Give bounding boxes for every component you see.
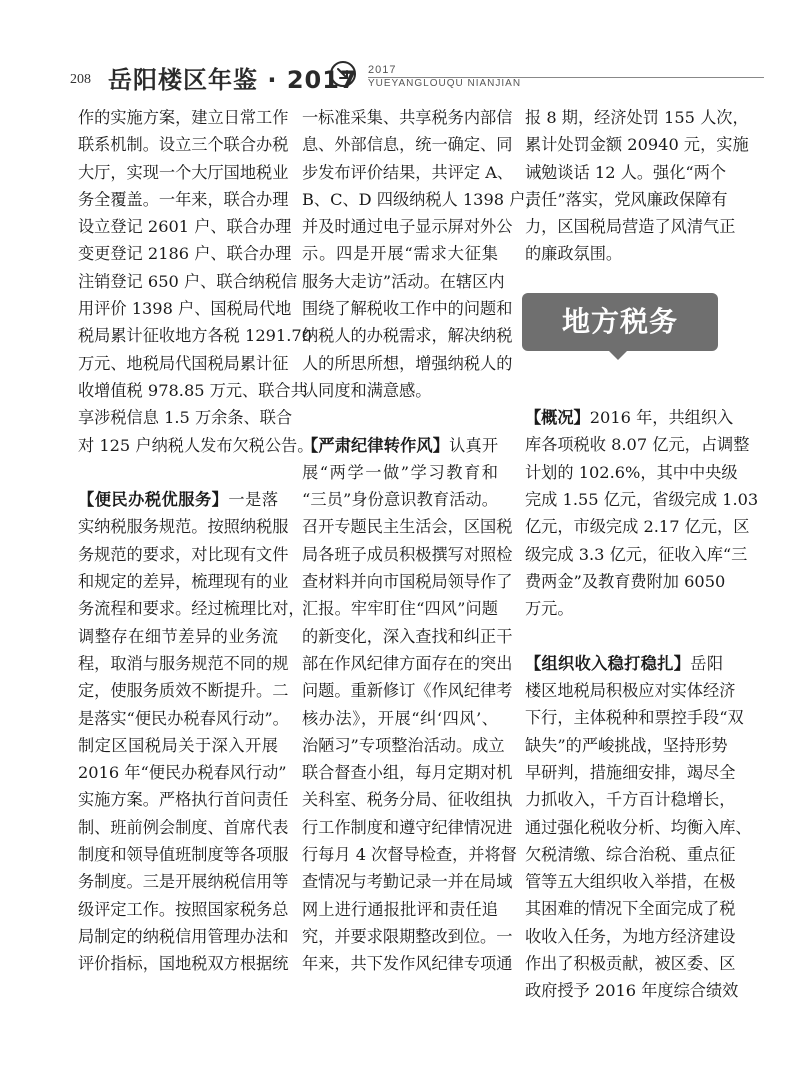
text-line: 息、外部信息，统一确定、同: [302, 135, 513, 155]
text-line: 费两金”及教育费附加 6050: [525, 571, 726, 591]
text-line: 注销登记 650 户、联合纳税信: [78, 271, 298, 291]
section-banner-local-tax: [522, 293, 718, 357]
text-line: 制度和领导值班制度等各项服: [78, 845, 289, 865]
text-line: 诫勉谈话 12 人。强化“两个: [525, 162, 727, 182]
page-number: 208: [70, 72, 91, 87]
banner-pointer: [608, 350, 628, 360]
text-line: 步发布评价结果，共评定 A、: [302, 162, 514, 182]
text-line: 服务大走访”活动。在辖区内: [302, 271, 505, 291]
text-line: 示。四是开展“需求大征集: [302, 244, 498, 264]
text-line: 收增值税 978.85 万元、联合共: [78, 380, 307, 400]
section-heading-line: [302, 432, 498, 459]
section-title-convenience: 【便民办税优服务】: [78, 490, 229, 510]
text-line: 局各班子成员积极撰写对照检: [302, 544, 513, 564]
text-line: 围绕了解税收工作中的问题和: [302, 299, 513, 319]
text-line: 治陋习”专项整治活动。成立: [302, 735, 505, 755]
text-line: 召开专题民主生活会，区国税: [302, 517, 513, 537]
text-line: 管等五大组织收入举措，在极: [525, 872, 736, 892]
text-line: 和规定的差异，梳理现有的业: [78, 572, 289, 592]
text-line: 收收入任务，为地方经济建设: [525, 926, 736, 946]
text-line: B、C、D 四级纳税人 1398 户，: [302, 189, 542, 209]
book-title: 岳阳楼区年鉴 · 2017: [108, 66, 358, 94]
text-line: 定，使服务质效不断提升。二: [78, 681, 289, 701]
text-line: 累计处罚金额 20940 元，实施: [525, 135, 749, 155]
column-1: [78, 104, 314, 978]
text-line: 查材料并向市国税局领导作了: [302, 572, 513, 592]
text-line: 库各项税收 8.07 亿元，占调整: [525, 435, 750, 455]
text-line: 楼区地税局积极应对实体经济: [525, 681, 736, 701]
text-line: 的廉政氛围。: [525, 244, 623, 264]
text-line: 调整存在细节差异的业务流: [78, 626, 278, 646]
text-line: 力抓收入，千方百计稳增长，: [525, 790, 736, 810]
text-line: 行每月 4 次督导检查，并将督: [302, 845, 517, 865]
page-header: [0, 58, 793, 98]
text-line: 用评价 1398 户、国税局代地: [78, 299, 292, 319]
text-line: 汇报。牢牢盯住“四风”问题: [302, 599, 498, 619]
section-title-revenue: 【组织收入稳打稳扎】: [525, 653, 691, 673]
text-line: 作的实施方案，建立日常工作: [78, 108, 289, 127]
text-line: 变更登记 2186 户、联合办理: [78, 244, 292, 264]
text-line: 级评定工作。按照国家税务总: [78, 899, 289, 919]
text-line: 查情况与考勤记录一并在局域: [302, 872, 513, 892]
text-line: 设立登记 2601 户、联合办理: [78, 217, 292, 237]
header-year: 2017: [368, 64, 397, 76]
text-line: 展“两学一做”学习教育和: [302, 462, 498, 482]
text-line: 务流程和要求。经过梳理比对，: [78, 599, 305, 619]
text-line: 究，并要求限期整改到位。一: [302, 926, 513, 946]
text-line: 亿元，市级完成 2.17 亿元，区: [525, 517, 750, 537]
text-line: 的新变化，深入查找和纠正干: [302, 626, 513, 646]
text-span: 认真开: [449, 435, 499, 455]
header-pinyin: YUEYANGLOUQU NIANJIAN: [368, 78, 522, 89]
banner-title: 地方税务: [561, 305, 678, 338]
column-2: [302, 104, 542, 978]
text-line: 万元、地税局代国税局累计征: [78, 353, 289, 373]
text-line: 务制度。三是开展纳税信用等: [78, 872, 289, 892]
text-line: 级完成 3.3 亿元，征收入库“三: [525, 544, 748, 564]
text-line: 对 125 户纳税人发布欠税公告。: [78, 435, 314, 455]
text-line: 网上进行通报批评和责任追: [302, 899, 498, 919]
text-line: 务规范的要求，对比现有文件: [78, 544, 289, 564]
text-line: 政府授予 2016 年度综合绩效: [525, 981, 739, 1001]
text-span: 岳阳: [690, 653, 724, 673]
text-line: 实纳税服务规范。按照纳税服: [78, 517, 289, 537]
section-heading-line: [525, 650, 723, 677]
text-span: 一是落: [228, 490, 279, 510]
text-line: 制定区国税局关于深入开展: [78, 735, 278, 755]
text-line: 一标准采集、共享税务内部信: [302, 108, 513, 127]
text-line: 局制定的纳税信用管理办法和: [78, 926, 289, 946]
text-line: 评价指标，国地税双方根据统: [78, 954, 289, 974]
text-line: 早研判，措施细安排，竭尽全: [525, 762, 736, 782]
text-line: 认同度和满意感。: [302, 380, 432, 400]
section-title-overview: 【概况】: [525, 408, 590, 428]
section-heading-line: [78, 486, 278, 513]
text-line: 行工作制度和遵守纪律情况进: [302, 817, 513, 837]
text-span: 2016 年，共组织入: [589, 408, 734, 428]
text-line: 计划的 102.6%，其中中央级: [525, 462, 738, 482]
section-heading-line: [525, 404, 734, 431]
arrow-circle-icon: [330, 61, 356, 87]
text-line: 享涉税信息 1.5 万余条、联合: [78, 408, 293, 428]
text-line: 部在作风纪律方面存在的突出: [302, 653, 513, 673]
text-line: 力，区国税局营造了风清气正: [525, 217, 736, 237]
text-line: 程，取消与服务规范不同的规: [78, 653, 289, 673]
text-line: 联系机制。设立三个联合办税: [78, 135, 289, 155]
column-3: [525, 104, 759, 1005]
text-line: “三员”身份意识教育活动。: [302, 490, 498, 510]
text-line: 大厅，实现一个大厅国地税业: [78, 162, 289, 182]
text-line: 纳税人的办税需求，解决纳税: [302, 326, 513, 346]
text-line: 实施方案。严格执行首问责任: [78, 790, 289, 810]
text-line: 关科室、税务分局、征收组执: [302, 790, 513, 810]
section-title-discipline: 【严肃纪律转作风】: [302, 435, 450, 455]
text-line: 欠税清缴、综合治税、重点征: [525, 844, 736, 864]
text-line: 2016 年“便民办税春风行动”: [78, 763, 287, 783]
text-line: 责任”落实，党风廉政保障有: [525, 189, 728, 209]
text-line: 税局累计征收地方各税 1291.70: [78, 326, 312, 346]
text-line: 是落实“便民办税春风行动”。: [78, 708, 289, 728]
text-line: 制、班前例会制度、首席代表: [78, 817, 289, 837]
text-line: 年来，共下发作风纪律专项通: [302, 954, 513, 974]
text-line: 作出了积极贡献，被区委、区: [525, 954, 736, 974]
text-line: 万元。: [525, 599, 574, 619]
text-line: 问题。重新修订《作风纪律考: [302, 681, 513, 701]
text-line: 报 8 期，经济处罚 155 人次，: [525, 108, 749, 127]
text-line: 缺失”的严峻挑战，坚持形势: [525, 735, 728, 755]
text-line: 并及时通过电子显示屏对外公: [302, 217, 513, 237]
text-line: 通过强化税收分析、均衡入库、: [525, 817, 752, 837]
text-line: 联合督查小组，每月定期对机: [302, 763, 513, 783]
text-line: 下行，主体税种和票控手段“双: [525, 708, 744, 728]
text-line: 其困难的情况下全面完成了税: [525, 899, 736, 919]
text-line: 完成 1.55 亿元，省级完成 1.03: [525, 489, 759, 509]
text-line: 务全覆盖。一年来，联合办理: [78, 189, 289, 209]
text-line: 核办法》，开展“纠‘四风’、: [302, 708, 498, 728]
text-line: 人的所思所想，增强纳税人的: [302, 353, 513, 373]
